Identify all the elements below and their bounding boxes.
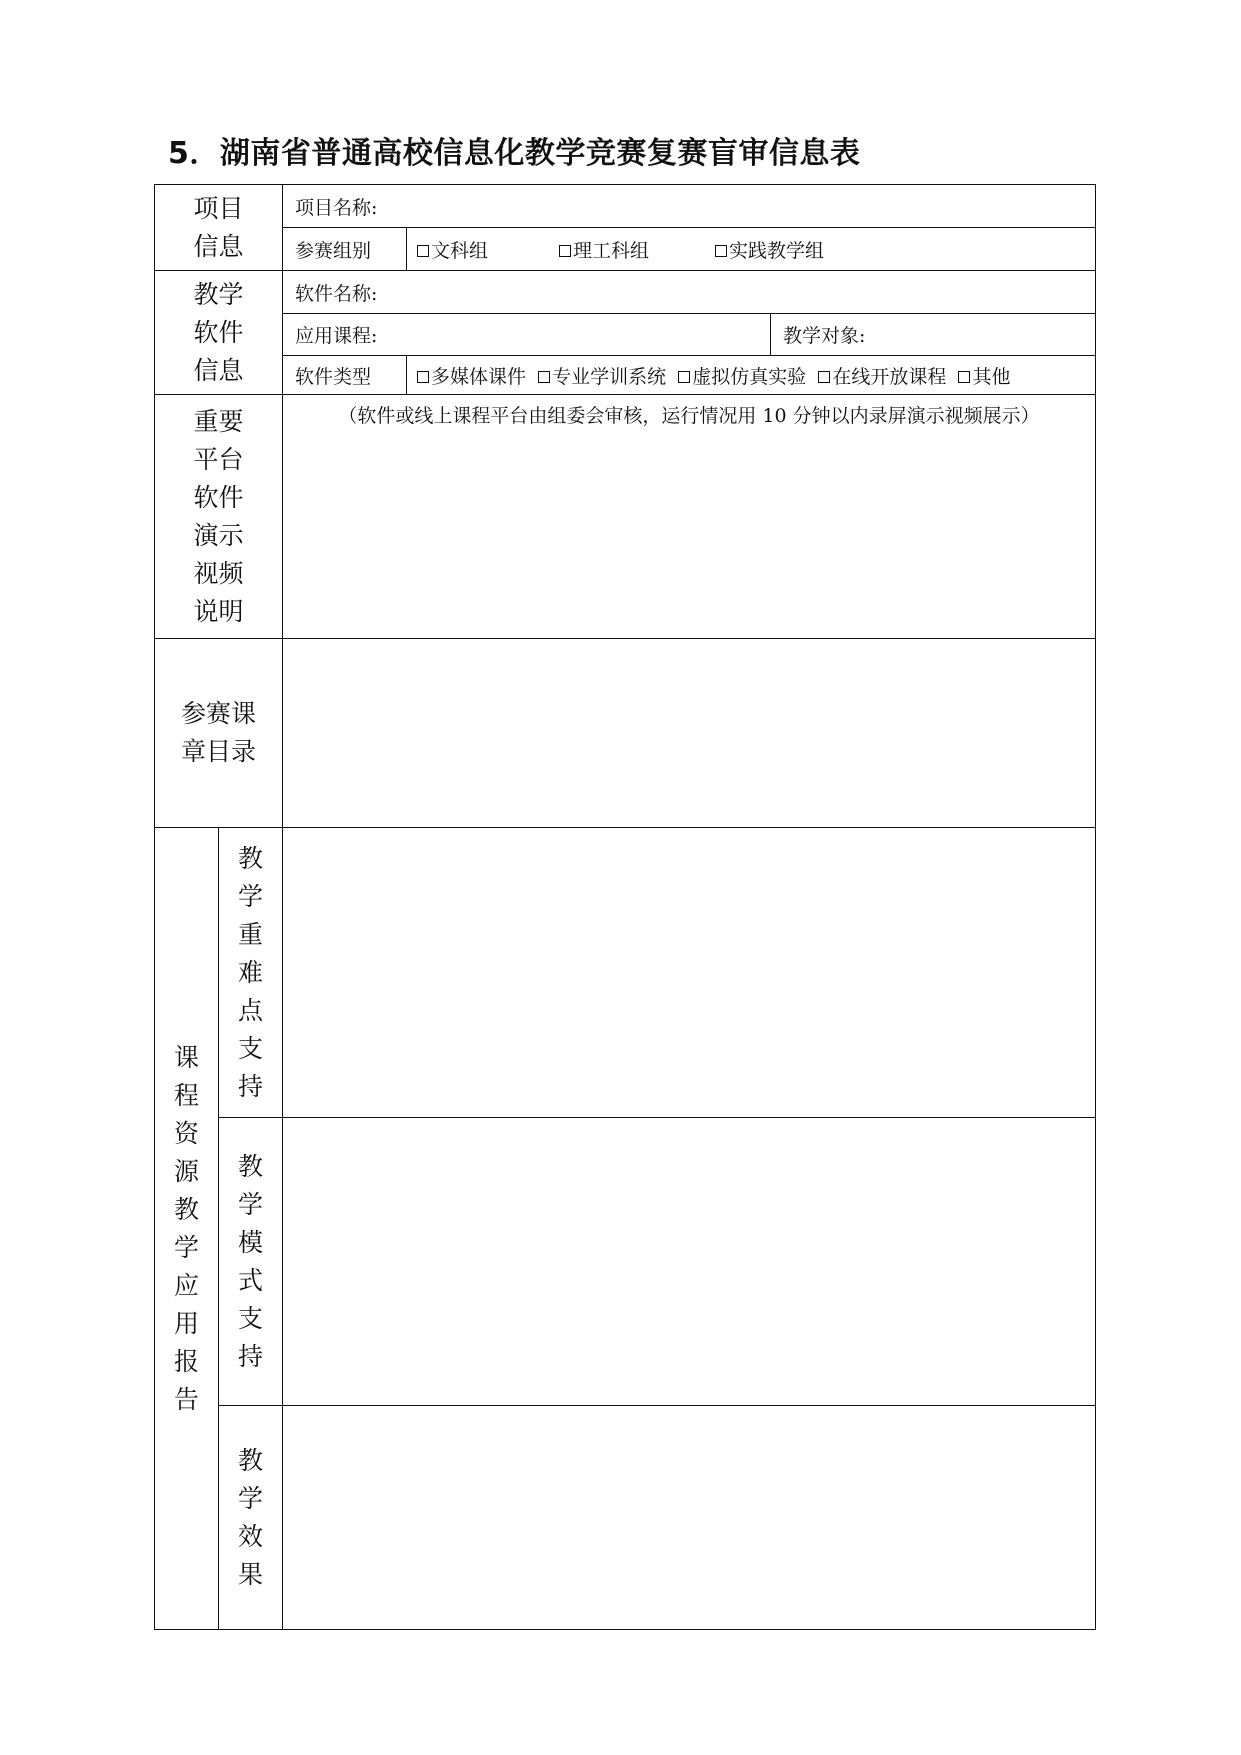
type-option-label: 其他 bbox=[972, 365, 1011, 388]
group-options bbox=[407, 228, 1096, 271]
type-label-cell bbox=[283, 356, 407, 395]
software-name-label: 软件名称: bbox=[295, 282, 378, 305]
report-section-label-effect bbox=[219, 1406, 283, 1630]
report-section-content-key-points[interactable] bbox=[283, 828, 1096, 1118]
project-label-line-2: 信息 bbox=[193, 231, 244, 261]
software-name-field[interactable] bbox=[283, 271, 1096, 314]
course-field[interactable] bbox=[283, 314, 771, 356]
group-option-practice[interactable] bbox=[715, 236, 824, 263]
checkbox-icon bbox=[559, 245, 571, 257]
report-section-label-teaching-mode bbox=[219, 1118, 283, 1406]
chapter-label-line-1: 参赛课 bbox=[181, 699, 257, 728]
type-option-label: 多媒体课件 bbox=[431, 365, 527, 388]
checkbox-icon bbox=[417, 245, 429, 257]
demo-video-label bbox=[155, 395, 283, 639]
section-label-text: 教 学 重 难 点 支 持 bbox=[238, 843, 264, 1101]
group-option-label: 文科组 bbox=[431, 239, 489, 262]
type-option-online-course[interactable] bbox=[818, 362, 946, 389]
course-label: 应用课程: bbox=[295, 325, 378, 347]
type-label: 软件类型 bbox=[295, 365, 372, 388]
software-label-line-2: 软件 bbox=[193, 317, 244, 347]
demo-label-line-1: 重要 bbox=[193, 406, 244, 436]
type-options bbox=[407, 356, 1096, 395]
type-option-other[interactable] bbox=[958, 362, 1010, 389]
software-label-line-3: 信息 bbox=[193, 355, 244, 385]
project-info-label bbox=[155, 185, 283, 271]
group-option-label: 理工科组 bbox=[573, 239, 650, 262]
project-name-label: 项目名称: bbox=[295, 196, 378, 219]
demo-video-content[interactable] bbox=[283, 395, 1096, 639]
type-option-label: 虚拟仿真实验 bbox=[692, 365, 807, 388]
demo-label-line-4: 演示 bbox=[193, 520, 244, 550]
group-option-liberal-arts[interactable] bbox=[417, 236, 559, 263]
section-label-text: 教 学 模 式 支 持 bbox=[238, 1151, 264, 1371]
chapter-directory-label bbox=[155, 639, 283, 828]
type-option-training-system[interactable] bbox=[538, 362, 666, 389]
software-info-label bbox=[155, 271, 283, 395]
type-option-multimedia[interactable] bbox=[417, 362, 526, 389]
target-label: 教学对象: bbox=[783, 325, 866, 347]
group-label-cell bbox=[283, 228, 407, 271]
checkbox-icon bbox=[715, 245, 727, 257]
demo-note: （软件或线上课程平台由组委会审核，运行情况用 10 分钟以内录屏演示视频展示） bbox=[338, 405, 1040, 427]
page-title: 5．湖南省普通高校信息化教学竞赛复赛盲审信息表 bbox=[168, 136, 861, 171]
project-name-field[interactable] bbox=[283, 185, 1096, 228]
type-option-virtual-simulation[interactable] bbox=[678, 362, 806, 389]
demo-label-line-3: 软件 bbox=[193, 482, 244, 512]
chapter-label-line-2: 章目录 bbox=[181, 737, 257, 766]
report-section-content-teaching-mode[interactable] bbox=[283, 1118, 1096, 1406]
section-label-text: 教 学 效 果 bbox=[238, 1445, 264, 1589]
report-section-content-effect[interactable] bbox=[283, 1406, 1096, 1630]
demo-label-line-5: 视频 bbox=[193, 558, 244, 588]
checkbox-icon bbox=[818, 371, 830, 383]
group-option-science-engineering[interactable] bbox=[559, 236, 715, 263]
checkbox-icon bbox=[417, 371, 429, 383]
checkbox-icon bbox=[958, 371, 970, 383]
demo-label-line-2: 平台 bbox=[193, 444, 244, 474]
report-section-label-key-points bbox=[219, 828, 283, 1118]
review-info-table bbox=[154, 184, 1096, 1630]
project-label-line-1: 项目 bbox=[193, 193, 244, 223]
type-option-label: 在线开放课程 bbox=[832, 365, 947, 388]
report-label-text: 课 程 资 源 教 学 应 用 报 告 bbox=[173, 1042, 199, 1414]
checkbox-icon bbox=[678, 371, 690, 383]
report-label bbox=[155, 828, 219, 1630]
group-option-label: 实践教学组 bbox=[729, 239, 825, 262]
group-label: 参赛组别 bbox=[295, 239, 372, 262]
checkbox-icon bbox=[538, 371, 550, 383]
target-field[interactable] bbox=[771, 314, 1096, 356]
software-label-line-1: 教学 bbox=[193, 279, 244, 309]
demo-label-line-6: 说明 bbox=[193, 596, 244, 626]
type-option-label: 专业学训系统 bbox=[552, 365, 667, 388]
chapter-directory-content[interactable] bbox=[283, 639, 1096, 828]
